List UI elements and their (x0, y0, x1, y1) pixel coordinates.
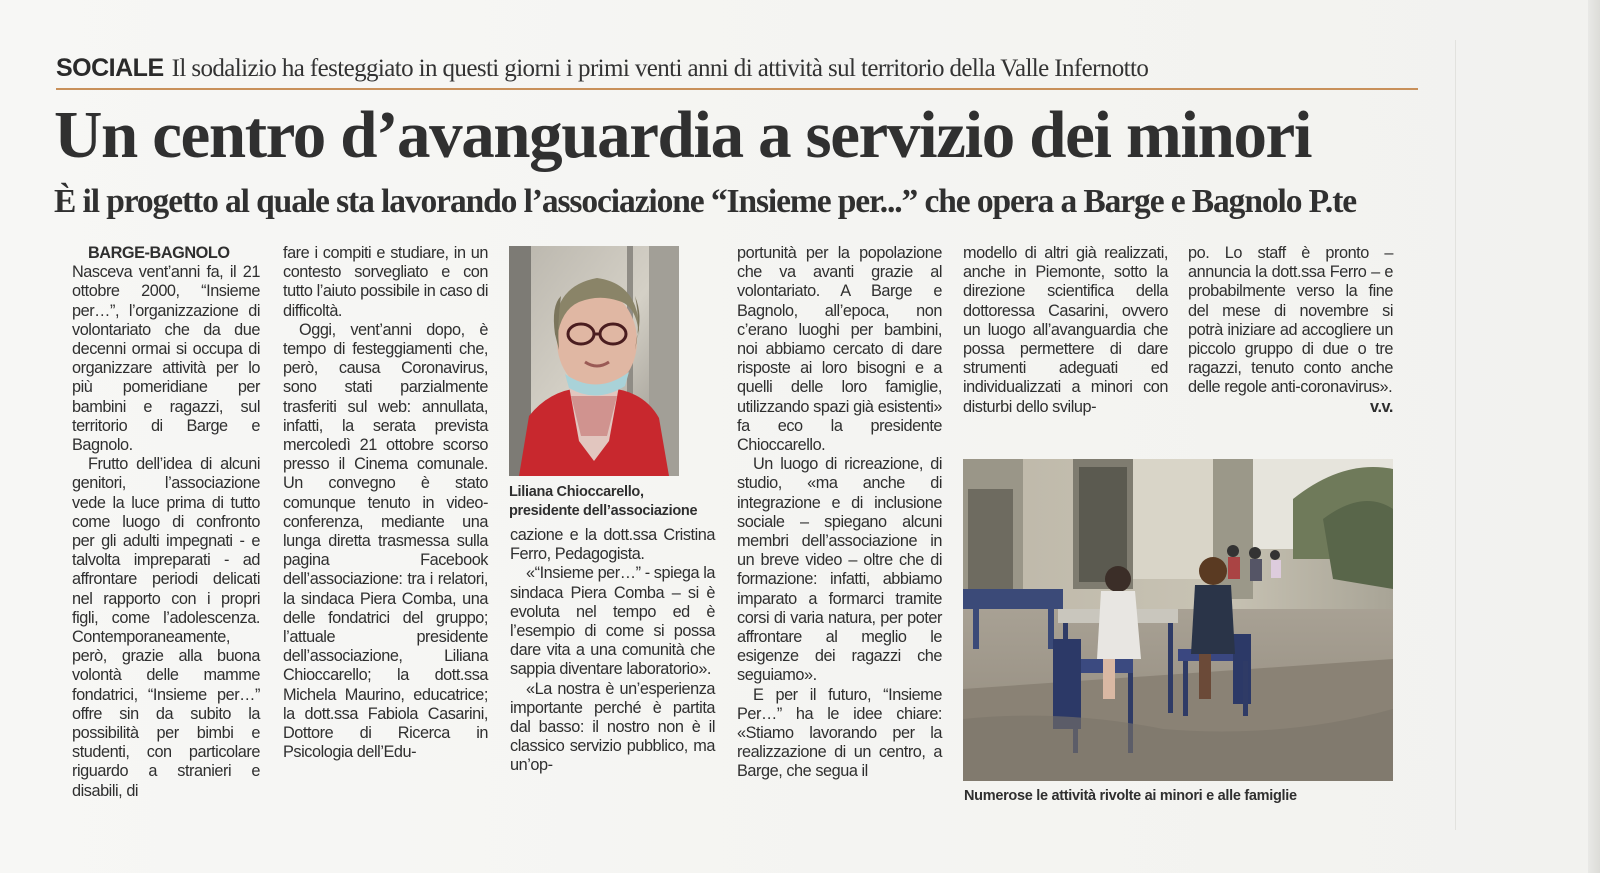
paragraph: Oggi, vent’anni dopo, è tempo di festeggiamenti che, però, causa Coronavirus, sono stati parzialmente trasferiti sul web: annullata, infatti, la serata prevista mercoledì 21 ottobre scorso presso il Cinema comunale. Un convegno è stato comunque tenuto in video-conferenza, mediante una lunga diretta trasmessa sulla pagina Facebook dell’associazione: tra i relatori, la sindaca Piera Comba, una delle fondatrici del gruppo; l’attuale presidente dell’associazione, Liliana Chioccarello; la dott.ssa Michela Maurino, educatrice; la dott.ssa Fabiola Casarini, Dottore di Ricerca in Psicologia dell’Edu- (283, 320, 488, 762)
headline: Un centro d’avanguardia a servizio dei minori (54, 98, 1312, 172)
paragraph: fare i compiti e studiare, in un contesto sorvegliato e con tutto l’aiuto possibile in caso di difficoltà. (283, 244, 488, 320)
article-column-2 (283, 244, 488, 762)
caption-role: presidente dell’associazione (509, 503, 698, 519)
portrait-caption (509, 483, 719, 521)
kicker-text: Il sodalizio ha festeggiato in questi giorni i primi venti anni di attività sul territorio della Valle Infernotto (171, 55, 1149, 82)
article-column-3 (510, 526, 715, 776)
paragraph: po. Lo staff è pronto – annuncia la dott.ssa Ferro – e probabilmente verso la fine del mese di novembre si potrà iniziare ad accogliere un piccolo gruppo di due o tre ragazzi, tenuto conto anche delle regole anti-coronavirus». (1188, 244, 1393, 397)
caption-name: Liliana Chioccarello, (509, 484, 644, 500)
portrait-photo (509, 246, 679, 476)
paragraph: modello di altri già realizzati, anche in Piemonte, sotto la direzione scientifica della dottoressa Casarini, ovvero un luogo all’avanguardia che possa permettere di dare strumenti adeguati ed individualizzati a minori con disturbi dello svilup- (963, 244, 1168, 416)
paragraph: E per il futuro, “Insieme Per…” ha le idee chiare: «Stiamo lavorando per la realizzazione di un centro, a Barge, che segua il (737, 685, 942, 781)
paragraph: Un luogo di ricreazione, di studio, «ma anche di integrazione e di inclusione sociale – spiegano alcuni membri dell’associazione in un breve video – oltre che di formazione: infatti, abbiamo imparato a formarci tramite corsi di varia natura, per poter affrontare al meglio le esigenze dei ragazzi che seguiamo». (737, 455, 942, 685)
article-column-5 (963, 244, 1168, 417)
section-rule (56, 88, 1418, 90)
paragraph-text: Nasceva vent’anni fa, il 21 ottobre 2000, “Insieme per…”, l’organizzazione di volontariato che da due decenni ormai si occupa di organizzare attività per lo più pomeridiane per bambini e ragazzi, sul territorio di Barge e Bagnolo. (72, 263, 260, 455)
paragraph: «La nostra è un’esperienza importante perché è partita dal basso: il nostro non è il classico servizio pubblico, ma un’op- (510, 679, 715, 775)
courtyard-photo (963, 459, 1393, 781)
article-column-4 (737, 244, 942, 782)
paragraph (72, 244, 260, 455)
article-column-1 (72, 244, 260, 801)
paragraph: cazione e la dott.ssa Cristina Ferro, Pedagogista. (510, 526, 715, 564)
paragraph: «“Insieme per…” - spiega la sindaca Piera Comba – si è evoluta nel tempo ed è l’esempio di come si possa dare vita a una comunità che sappia diventare laboratorio». (510, 564, 715, 679)
subheadline: È il progetto al quale sta lavorando l’associazione “Insieme per...” che opera a Barge e Bagnolo P.te (54, 183, 1357, 220)
paragraph: Frutto dell’idea di alcuni genitori, l’associazione vede la luce prima di tutto come luogo di confronto per gli adulti impegnati - e talvolta impreparati - ad affrontare periodi delicati nel rapporto con i propri figli, come l’adolescenza. Contemporaneamente, però, grazie alla buona volontà delle mamme fondatrici, “Insieme per…” offre sin da subito la possibilità per bimbi e studenti, con particolare riguardo a stranieri e disabili, di (72, 455, 260, 800)
scan-edge (1588, 0, 1600, 873)
paragraph: portunità per la popolazione che va avanti grazie al volontariato. A Barge e Bagnolo, all’epoca, non c’erano luoghi per bambini, noi abbiamo cercato di dare risposte ai loro bisogni e a quelli delle loro famiglie, utilizzando spazi già esistenti» fa eco la presidente Chioccarello. (737, 244, 942, 455)
page-fold (1455, 40, 1456, 830)
dateline: BARGE-BAGNOLO (88, 244, 230, 262)
courtyard-caption: Numerose le attività rivolte ai minori e alle famiglie (964, 788, 1297, 804)
article-column-6 (1188, 244, 1393, 417)
courtyard-image (963, 459, 1393, 781)
kicker-line (56, 50, 1148, 86)
author-signature: v.v. (1370, 397, 1393, 416)
section-tag: SOCIALE (56, 54, 164, 82)
portrait-image (509, 246, 679, 476)
